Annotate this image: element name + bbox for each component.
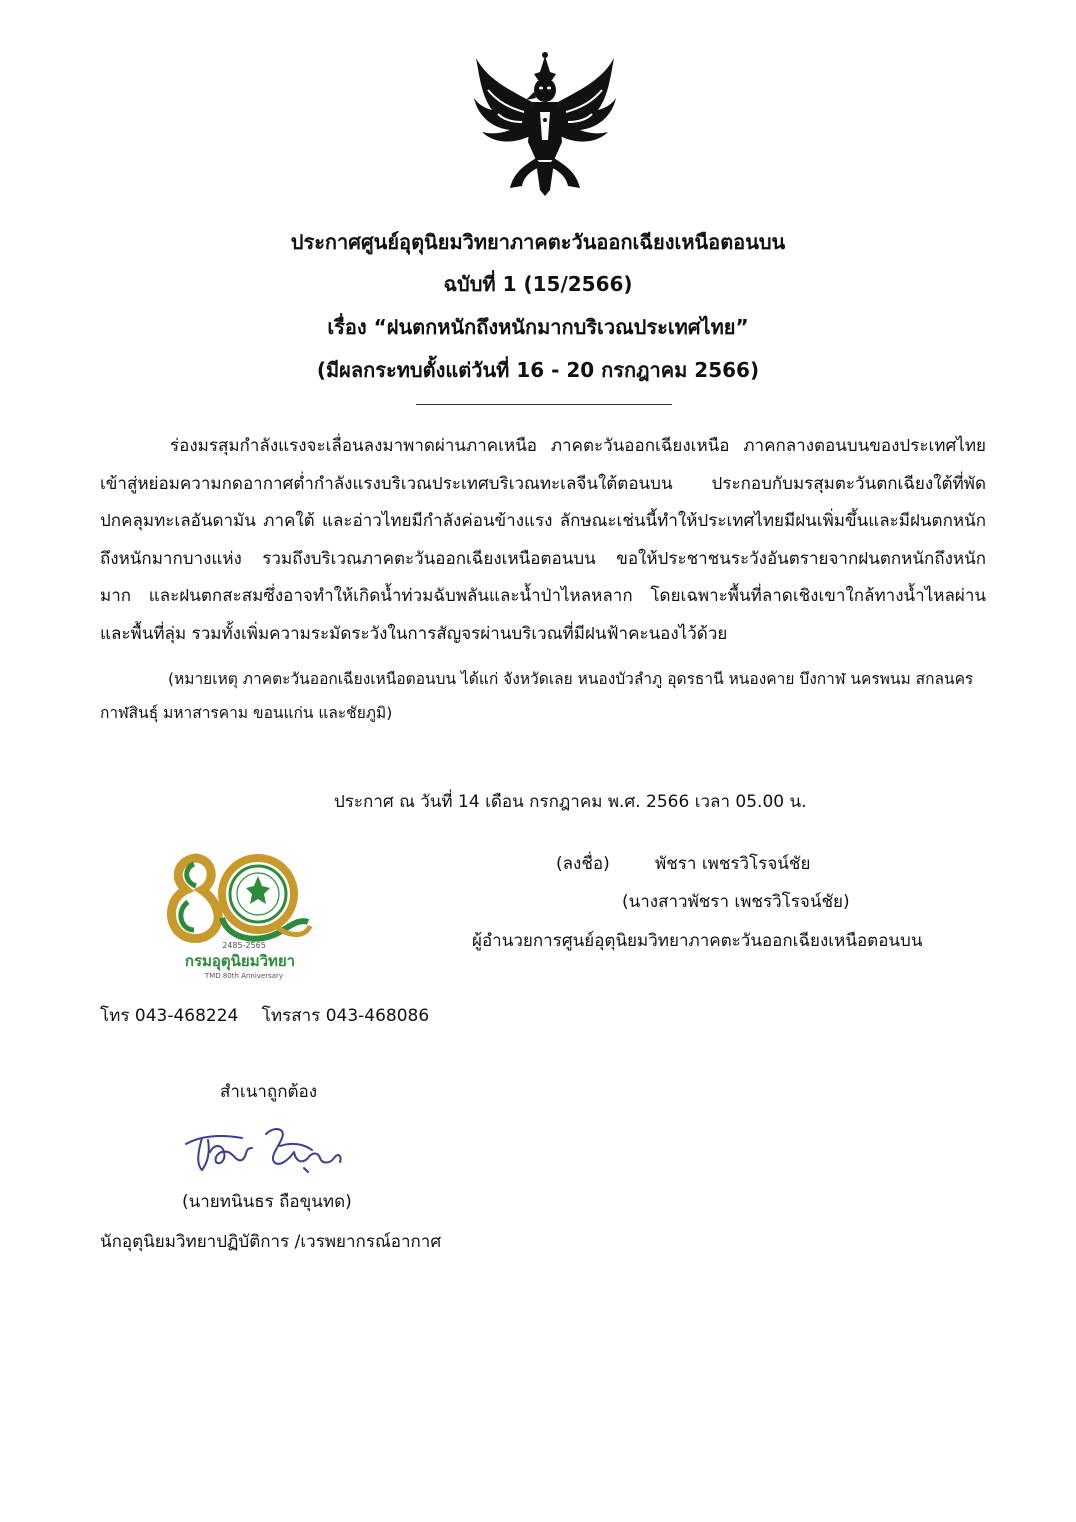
logo-tagline: TMD 80th Anniversary [204, 972, 284, 980]
logo-name: กรมอุตุนิยมวิทยา [184, 952, 296, 970]
region-note: (หมายเหตุ ภาคตะวันออกเฉียงเหนือตอนบน ได้แก่ จังหวัดเลย หนองบัวลำภู อุดรธานี หนองคาย บึงกาฬ นครพนม สกลนคร กาฬสินธุ์ มหาสารคาม ขอนแก่น และชัยภูมิ) [100, 670, 974, 722]
certifier-name: (นายทนินธร ถือขุนทด) [182, 1192, 352, 1212]
contact-info [100, 1002, 429, 1030]
effective-period: (มีผลกระทบตั้งแต่วันที่ 16 - 20 กรกฎาคม 2566) [316, 358, 760, 382]
handwritten-signature [180, 1122, 350, 1182]
tmd-80th-anniversary-logo [158, 848, 328, 986]
issue-number: ฉบับที่ 1 (15/2566) [443, 272, 633, 296]
announcement-title: ประกาศศูนย์อุตุนิยมวิทยาภาคตะวันออกเฉียงเหนือตอนบน [290, 230, 786, 254]
fax-number: โทรสาร 043-468086 [261, 1006, 430, 1026]
signed-label: (ลงชื่อ) [556, 854, 610, 874]
announcement-date: ประกาศ ณ วันที่ 14 เดือน กรกฎาคม พ.ศ. 2566 เวลา 05.00 น. [334, 792, 807, 812]
signatory-signature-name: พัชรา เพชรวิโรจน์ชัย [655, 854, 811, 874]
certified-copy-label: สำเนาถูกต้อง [220, 1082, 318, 1102]
signatory-position: ผู้อำนวยการศูนย์อุตุนิยมวิทยาภาคตะวันออกเฉียงเหนือตอนบน [472, 931, 923, 951]
garuda-emblem [470, 50, 620, 198]
certifier-position: นักอุตุนิยมวิทยาปฏิบัติการ /เวรพยากรณ์อากาศ [100, 1232, 442, 1252]
announcement-subject: เรื่อง “ฝนตกหนักถึงหนักมากบริเวณประเทศไทย” [327, 315, 749, 339]
announcement-body: ร่องมรสุมกำลังแรงจะเลื่อนลงมาพาดผ่านภาคเหนือ ภาคตะวันออกเฉียงเหนือ ภาคกลางตอนบนของประเทศไทย เข้าสู่หย่อมความกดอากาศต่ำกำลังแรงบริเวณประเทศบริเวณทะเลจีนใต้ตอนบน ประกอบกับมรสุมตะวันตกเฉียงใต้ที่พัดปกคลุมทะเลอันดามัน ภาคใต้ และอ่าวไทยมีกำลังค่อนข้างแรง ลักษณะเช่นนี้ทำให้ประเทศไทยมีฝนเพิ่มขึ้นและมีฝนตกหนักถึงหนักมากบางแห่ง รวมถึงบริเวณภาคตะวันออกเฉียงเหนือตอนบน ขอให้ประชาชนระวังอันตรายจากฝนตกหนักถึงหนักมาก และฝนตกสะสมซึ่งอาจทำให้เกิดน้ำท่วมฉับพลันและน้ำป่าไหลหลาก โดยเฉพาะพื้นที่ลาดเชิงเขาใกล้ทางน้ำไหลผ่านและพื้นที่ลุ่ม รวมทั้งเพิ่มความระมัดระวังในการสัญจรผ่านบริเวณที่มีฝนฟ้าคะนองไว้ด้วย [100, 436, 986, 644]
phone-number: โทร 043-468224 [100, 1006, 239, 1026]
separator-line [416, 404, 672, 405]
logo-years: 2485-2565 [222, 941, 266, 950]
signatory-full-name: (นางสาวพัชรา เพชรวิโรจน์ชัย) [622, 892, 850, 912]
